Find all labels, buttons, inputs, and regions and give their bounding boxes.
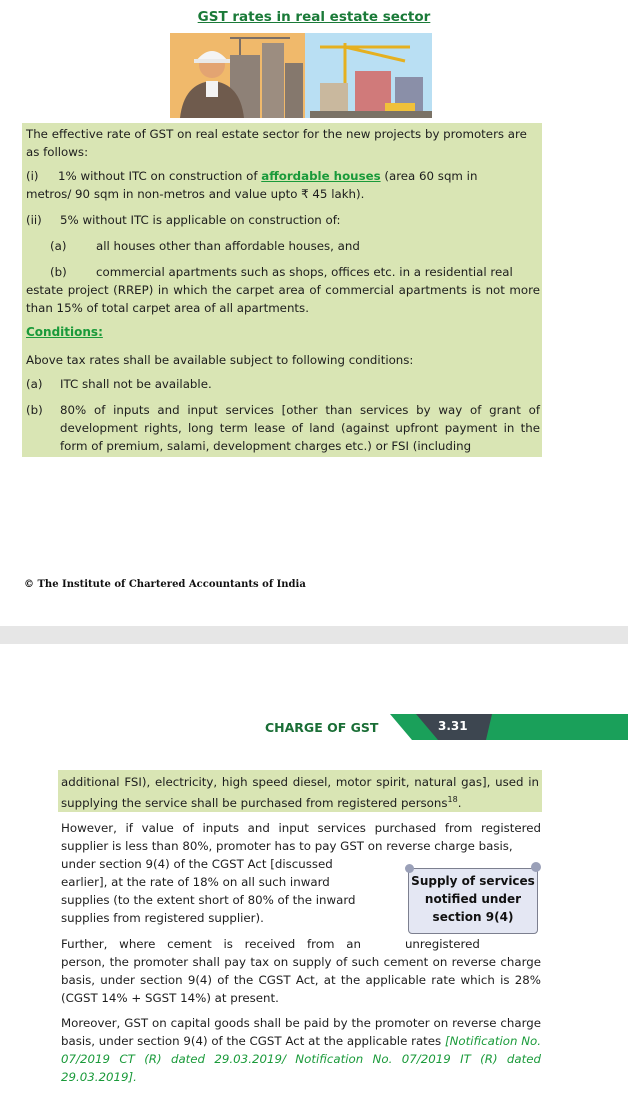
cond-a-marker: (a) — [26, 377, 43, 391]
intro-text: The effective rate of GST on real estate sector for the new projects by promoters are as follows: — [26, 127, 527, 159]
continued-box — [58, 770, 542, 812]
para3 — [61, 1014, 541, 1086]
page-separator — [0, 626, 628, 644]
item-i-line1 — [58, 167, 538, 185]
page-title: GST rates in real estate sector — [197, 9, 431, 25]
item-b-rest: estate project (RREP) in which the carpet area of commercial apartments is not more than 15% of total carpet area of all apartments. — [26, 283, 540, 315]
item-b-line1: commercial apartments such as shops, offices etc. in a residential real — [96, 265, 513, 279]
para1-line: earlier], at the rate of 18% on all such inward — [61, 875, 330, 889]
para1-line: supplies from registered supplier). — [61, 911, 264, 925]
conditions-heading: Conditions: — [26, 325, 103, 339]
item-a-marker: (a) — [50, 239, 67, 253]
construction-illustration — [170, 33, 432, 118]
item-i-marker: (i) — [26, 169, 39, 183]
conditions-intro: Above tax rates shall be available subject to following conditions: — [26, 353, 414, 367]
para1-narrow — [61, 855, 401, 927]
copyright-footer: © The Institute of Chartered Accountants of India — [24, 579, 306, 590]
notification-reference: [Notification No. 07/2019 CT (R) dated 29.03.2019/ Notification No. 07/2019 IT (R) dated 29.03.2019]. — [61, 1034, 542, 1084]
item-a-text: all houses other than affordable houses, and — [96, 239, 360, 253]
item-ii-marker: (ii) — [26, 213, 42, 227]
cond-b-marker: (b) — [26, 403, 43, 417]
continued-text-body: additional FSI), electricity, high speed diesel, motor spirit, natural gas], used in supplying the service shall be purchased from registered persons — [61, 775, 539, 810]
para2-start: Further, where cement is received from an — [61, 937, 361, 951]
callout-pin-icon — [531, 862, 541, 872]
para1-full: However, if value of inputs and input services purchased from registered supplier is less than 80%, promoter has to pay GST on reverse charge basis, — [61, 821, 541, 853]
item-i-text: 1% without ITC on construction of — [58, 169, 258, 183]
page-number: 3.31 — [438, 719, 468, 733]
item-ii-text: 5% without ITC is applicable on construction of: — [60, 213, 341, 227]
chapter-header-title: CHARGE OF GST — [265, 720, 379, 735]
header-banner — [390, 714, 628, 740]
rates-box — [22, 123, 542, 457]
callout-text: Supply of services notified under section 9(4) — [411, 874, 535, 924]
para1-line: supplies (to the extent short of 80% of the inward — [61, 893, 356, 907]
para2-rest: person, the promoter shall pay tax on supply of such cement on reverse charge basis, under section 9(4) of the CGST Act, at the applicable rate which is 28% (CGST 14% + SGST 14%) at present. — [61, 955, 541, 1005]
item-i-line2: metros/ 90 sqm in non-metros and value upto ₹ 45 lakh). — [26, 187, 365, 201]
para3-text: Moreover, GST on capital goods shall be paid by the promoter on reverse charge basis, under section 9(4) of the CGST Act at the applicable rates — [61, 1016, 541, 1048]
para1-line: under section 9(4) of the CGST Act [discussed — [61, 857, 333, 871]
margin-callout — [408, 868, 538, 934]
affordable-houses-link[interactable]: affordable houses — [261, 169, 381, 183]
item-b-marker: (b) — [50, 265, 67, 279]
continued-text: additional FSI), electricity, high speed diesel, motor spirit, natural gas], used in supplying the service shall be purchased from registered persons$^{18}$. — [61, 775, 539, 810]
cond-b-text: 80% of inputs and input services [other than services by way of grant of development rights, long term lease of land (against upfront payment in the form of premium, salami, development charges etc.) or FSI (including — [60, 403, 540, 453]
item-i-text-cont: (area 60 sqm in — [384, 169, 478, 183]
cond-a-text: ITC shall not be available. — [60, 377, 212, 391]
para2-unregistered: unregistered — [404, 937, 480, 951]
callout-clip-icon — [405, 864, 414, 873]
para2 — [61, 935, 541, 1007]
footnote-ref[interactable]: 18 — [447, 795, 458, 804]
